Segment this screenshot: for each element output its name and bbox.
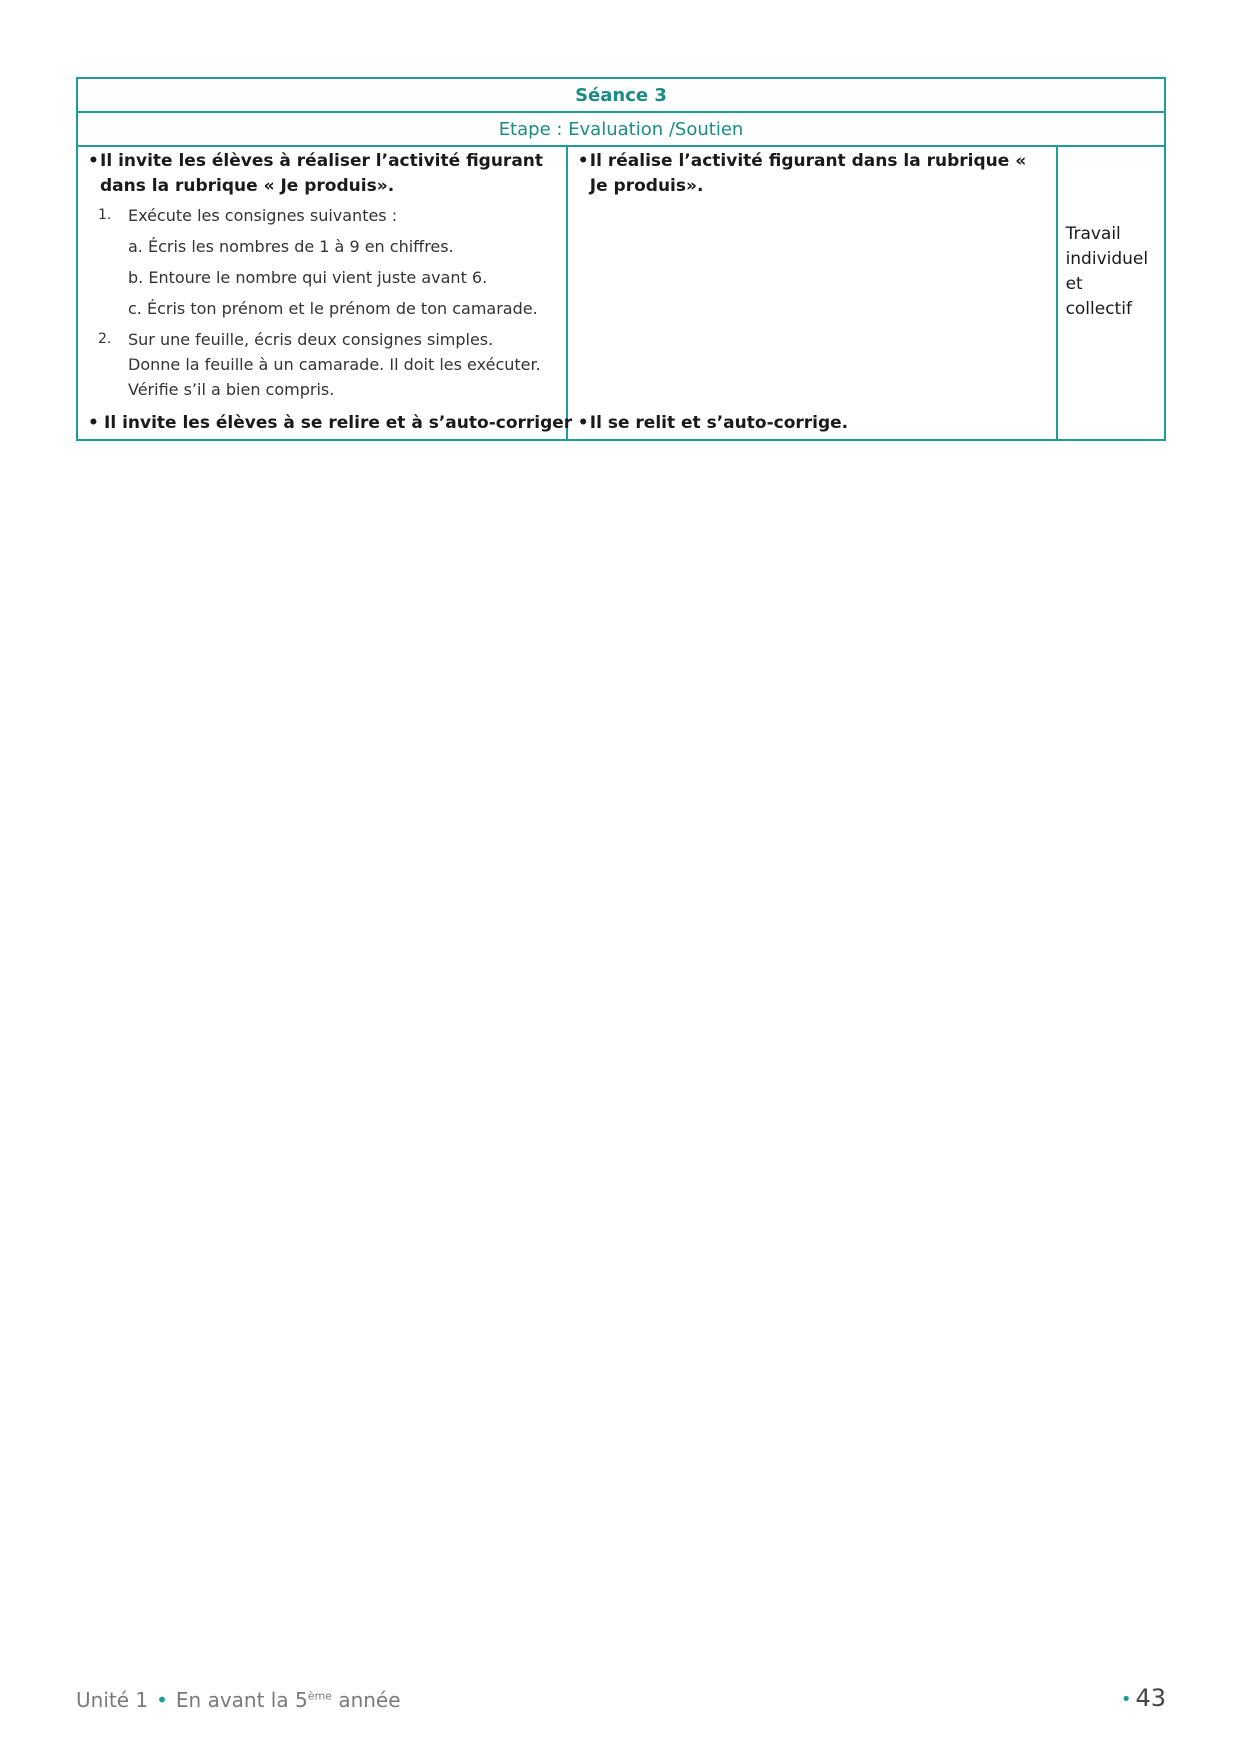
student-activity-cell: [567, 146, 1057, 440]
instruction-2-line-1: Sur une feuille, écris deux consignes simples.: [128, 330, 494, 349]
book-title-before: En avant la 5: [175, 1688, 308, 1712]
work-mode-text: [1066, 222, 1156, 322]
work-mode-line-4: collectif: [1065, 299, 1132, 319]
book-title-superscript: ème: [307, 1689, 332, 1703]
subinstruction-a: a. Écris les nombres de 1 à 9 en chiffres.: [128, 237, 454, 256]
instruction-number-1: 1.: [98, 207, 112, 223]
bullet-icon: •: [577, 413, 589, 433]
instruction-1-text: Exécute les consignes suivantes :: [128, 206, 398, 225]
bullet-icon: •: [88, 413, 99, 433]
subinstruction-c: c. Écris ton prénom et le prénom de ton camarade.: [128, 299, 538, 318]
session-title: Séance 3: [77, 78, 1165, 112]
work-mode-line-3: et: [1065, 274, 1083, 294]
separator-dot: •: [156, 1688, 168, 1712]
bullet-icon: •: [88, 151, 99, 171]
teacher-activity-cell: [77, 146, 573, 440]
teacher-intro: [88, 149, 558, 199]
page-number-area: [1121, 1684, 1166, 1712]
instruction-2-line-3: Vérifie s’il a bien compris.: [128, 380, 335, 399]
book-title-after: année: [331, 1688, 401, 1712]
instruction-2-line-2: Donne la feuille à un camarade. Il doit les exécuter.: [128, 355, 541, 374]
unit-label: Unité 1: [76, 1688, 149, 1712]
teacher-intro-text: Il invite les élèves à réaliser l’activité figurant dans la rubrique « Je produis».: [100, 151, 544, 196]
instruction-number-2: 2.: [98, 331, 112, 347]
page-bullet-icon: •: [1120, 1688, 1132, 1710]
page-number: 43: [1135, 1684, 1166, 1712]
footer-unit-title: [76, 1688, 401, 1712]
work-mode-line-1: Travail: [1065, 224, 1121, 244]
title-row: [77, 78, 1165, 112]
subinstruction-b: b. Entoure le nombre qui vient juste avant 6.: [128, 268, 488, 287]
instruction-2-text: [128, 327, 541, 402]
student-closing: [578, 411, 1048, 436]
student-intro-text: Il réalise l’activité figurant dans la rubrique « Je produis».: [589, 151, 1027, 196]
work-mode-cell: [1057, 146, 1165, 440]
teacher-closing-text: Il invite les élèves à se relire et à s’auto-corriger: [104, 413, 573, 433]
lesson-table: [76, 77, 1166, 441]
content-row: [77, 146, 1165, 440]
work-mode-line-2: individuel: [1065, 249, 1149, 269]
teacher-closing: [88, 411, 573, 436]
student-intro: [578, 149, 1048, 199]
bullet-icon: •: [577, 151, 589, 171]
step-label: Etape : Evaluation /Soutien: [77, 112, 1165, 146]
step-row: [77, 112, 1165, 146]
student-closing-text: Il se relit et s’auto-corrige.: [589, 413, 849, 433]
